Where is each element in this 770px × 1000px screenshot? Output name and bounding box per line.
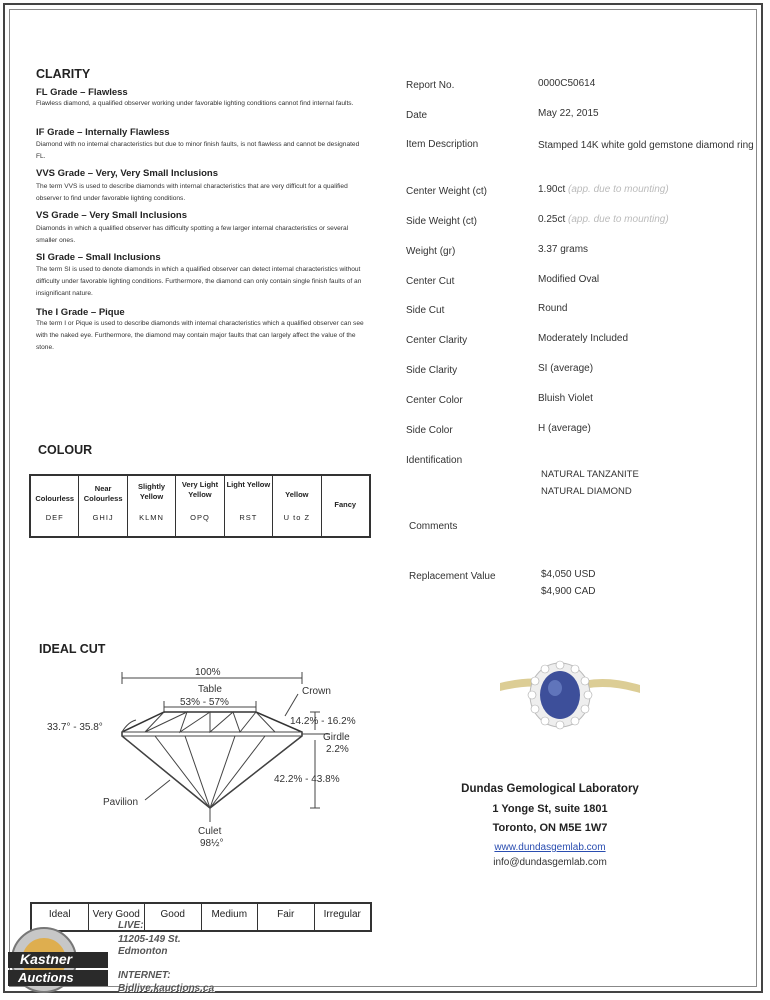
- side-color-value: H (average): [538, 423, 591, 434]
- replacement-cad: $4,900 CAD: [541, 586, 596, 597]
- center-weight-note: (app. due to mounting): [568, 184, 669, 195]
- colour-cell: [128, 476, 176, 536]
- side-weight-label: Side Weight (ct): [406, 216, 477, 227]
- lab-address-2: Toronto, ON M5E 1W7: [492, 822, 608, 834]
- cut-grade-cell: Very Good: [89, 904, 146, 930]
- center-color-label: Center Color: [406, 395, 463, 406]
- grade-vvs-title: VVS Grade – Very, Very Small Inclusions: [36, 168, 218, 179]
- center-weight-value: 1.90ct: [538, 184, 566, 195]
- culet-pct-label: 98½°: [200, 838, 224, 849]
- identification-value-1: NATURAL TANZANITE: [541, 469, 639, 480]
- weight-gr-label: Weight (gr): [406, 246, 456, 257]
- grade-fl-desc: Flawless diamond, a qualified observer working under favorable lighting conditions cannot find internal faults.: [36, 100, 354, 107]
- item-description-label: Item Description: [406, 139, 479, 150]
- report-no-value: 0000C50614: [538, 78, 596, 89]
- crown-leader: [285, 694, 298, 716]
- crown-angle-label: 33.7° - 35.8°: [47, 722, 103, 733]
- colour-cell: [322, 476, 369, 536]
- date-label: Date: [406, 110, 428, 121]
- grade-vs-desc: Diamonds in which a qualified observer has difficulty spotting a few larger internal characteristics or several smaller ones.: [36, 225, 349, 244]
- clarity-title: CLARITY: [36, 67, 91, 81]
- table-label: Table: [198, 684, 222, 695]
- side-clarity-value: SI (average): [538, 363, 594, 374]
- colour-label: Fancy: [334, 500, 357, 509]
- colour-label: Slightly Yellow: [138, 482, 166, 501]
- girdle-label: Girdle: [323, 732, 350, 743]
- ideal-cut-title: IDEAL CUT: [39, 642, 106, 656]
- colour-cell: [176, 476, 224, 536]
- cut-grade-cell: Fair: [258, 904, 315, 930]
- comments-label: Comments: [409, 521, 458, 532]
- report-no-label: Report No.: [406, 80, 455, 91]
- lab-email[interactable]: info@dundasgemlab.com: [493, 857, 607, 868]
- colour-label: Near Colourless: [83, 484, 123, 503]
- side-weight-row: [538, 214, 669, 225]
- grade-vs-title: VS Grade – Very Small Inclusions: [36, 210, 188, 221]
- center-weight-label: Center Weight (ct): [406, 186, 487, 197]
- lab-address-1: 1 Yonge St, suite 1801: [492, 803, 608, 815]
- colour-label: Yellow: [285, 490, 309, 499]
- tanzanite-stone: [540, 671, 580, 719]
- crown-pct-label: 14.2% - 16.2%: [290, 716, 356, 727]
- grade-i-desc: The term I or Pique is used to describe diamonds with internal characteristics which a qualified observer can see with the naked eye. Furthermore, the diamond may contain major faults that can largely affect the value of the stone.: [36, 320, 364, 351]
- logo-text-top: Kastner: [20, 951, 73, 967]
- girdle-pct-label: 2.2%: [326, 744, 349, 755]
- grade-if-desc: Diamond with no internal characteristics but due to minor finish faults, is not flawless and cannot be designated FL.: [36, 141, 360, 160]
- lab-name: Dundas Gemological Laboratory: [461, 783, 639, 795]
- colour-label: Light Yellow: [226, 480, 271, 489]
- side-cut-label: Side Cut: [406, 305, 445, 316]
- side-cut-value: Round: [538, 303, 568, 314]
- center-weight-row: [538, 184, 669, 195]
- cut-grade-cell: Medium: [202, 904, 259, 930]
- internet-url[interactable]: Bidlive.kauctions.ca: [118, 983, 215, 994]
- grade-if-title: IF Grade – Internally Flawless: [36, 127, 170, 138]
- logo-text-bottom: Auctions: [18, 970, 74, 985]
- colour-title: COLOUR: [38, 443, 93, 457]
- center-cut-label: Center Cut: [406, 276, 455, 287]
- colour-code: U to Z: [283, 513, 311, 522]
- cut-grade-cell: Good: [145, 904, 202, 930]
- live-address-1: 11205-149 St.: [118, 934, 181, 945]
- side-weight-note: (app. due to mounting): [568, 214, 669, 225]
- colour-code: KLMN: [139, 513, 164, 522]
- replacement-value-label: Replacement Value: [409, 571, 496, 582]
- diamond-outline: [122, 712, 302, 808]
- center-clarity-label: Center Clarity: [406, 335, 468, 346]
- center-clarity-value: Moderately Included: [538, 333, 629, 344]
- replacement-usd: $4,050 USD: [541, 569, 596, 580]
- grade-vvs-desc: The term VVS is used to describe diamonds with internal characteristics that are very difficult for a qualified observer to find under favorable lighting conditions.: [36, 183, 348, 202]
- colour-code: GHIJ: [92, 513, 114, 522]
- grade-fl-title: FL Grade – Flawless: [36, 87, 128, 98]
- colour-code: DEF: [45, 513, 64, 522]
- center-color-value: Bluish Violet: [538, 393, 593, 404]
- grade-si-desc: The term SI is used to denote diamonds in which a qualified observer can detect internal characteristics without difficulty under favorable lighting conditions. Furthermore, the diamond can only contain single finish faults of an insignificant nature.: [36, 266, 362, 297]
- item-description-value: Stamped 14K white gold gemstone diamond ring: [538, 140, 754, 151]
- colour-label: Colourless: [35, 494, 75, 503]
- colour-cell: [31, 476, 79, 536]
- crown-label: Crown: [302, 686, 331, 697]
- cut-grade-cell: Irregular: [323, 909, 361, 920]
- weight-gr-value: 3.37 grams: [538, 244, 589, 255]
- lab-website-row: [410, 842, 690, 853]
- width-label: 100%: [195, 667, 221, 678]
- live-label: LIVE:: [118, 920, 144, 931]
- pavilion-leader: [145, 780, 170, 800]
- identification-label: Identification: [406, 455, 463, 466]
- colour-cell: [225, 476, 273, 536]
- live-address-2: Edmonton: [118, 946, 168, 957]
- colour-code: OPQ: [190, 513, 210, 522]
- center-cut-value: Modified Oval: [538, 274, 600, 285]
- side-clarity-label: Side Clarity: [406, 365, 458, 376]
- internet-label: INTERNET:: [118, 970, 171, 981]
- grade-i-title: The I Grade – Pique: [36, 307, 125, 318]
- colour-code: RST: [239, 513, 258, 522]
- colour-cell: [273, 476, 321, 536]
- side-color-label: Side Color: [406, 425, 453, 436]
- diamond-cut-diagram: [30, 660, 380, 855]
- side-weight-value: 0.25ct: [538, 214, 566, 225]
- lab-website-link[interactable]: www.dundasgemlab.com: [494, 842, 606, 853]
- date-value: May 22, 2015: [538, 108, 599, 119]
- culet-label: Culet: [198, 826, 222, 837]
- pavilion-pct-label: 42.2% - 43.8%: [274, 774, 340, 785]
- table-pct-label: 53% - 57%: [180, 697, 229, 708]
- colour-scale-table: [29, 474, 371, 538]
- grade-si-title: SI Grade – Small Inclusions: [36, 252, 161, 263]
- colour-label: Very Light Yellow: [181, 480, 219, 499]
- cut-grade-cell: Ideal: [32, 904, 89, 930]
- tanzanite-highlight: [548, 680, 562, 696]
- pavilion-label: Pavilion: [103, 797, 139, 808]
- ring-photo: [500, 655, 640, 740]
- crown-facets: [145, 712, 275, 732]
- colour-cell: [79, 476, 127, 536]
- identification-value-2: NATURAL DIAMOND: [541, 486, 632, 497]
- kastner-logo: [6, 922, 110, 996]
